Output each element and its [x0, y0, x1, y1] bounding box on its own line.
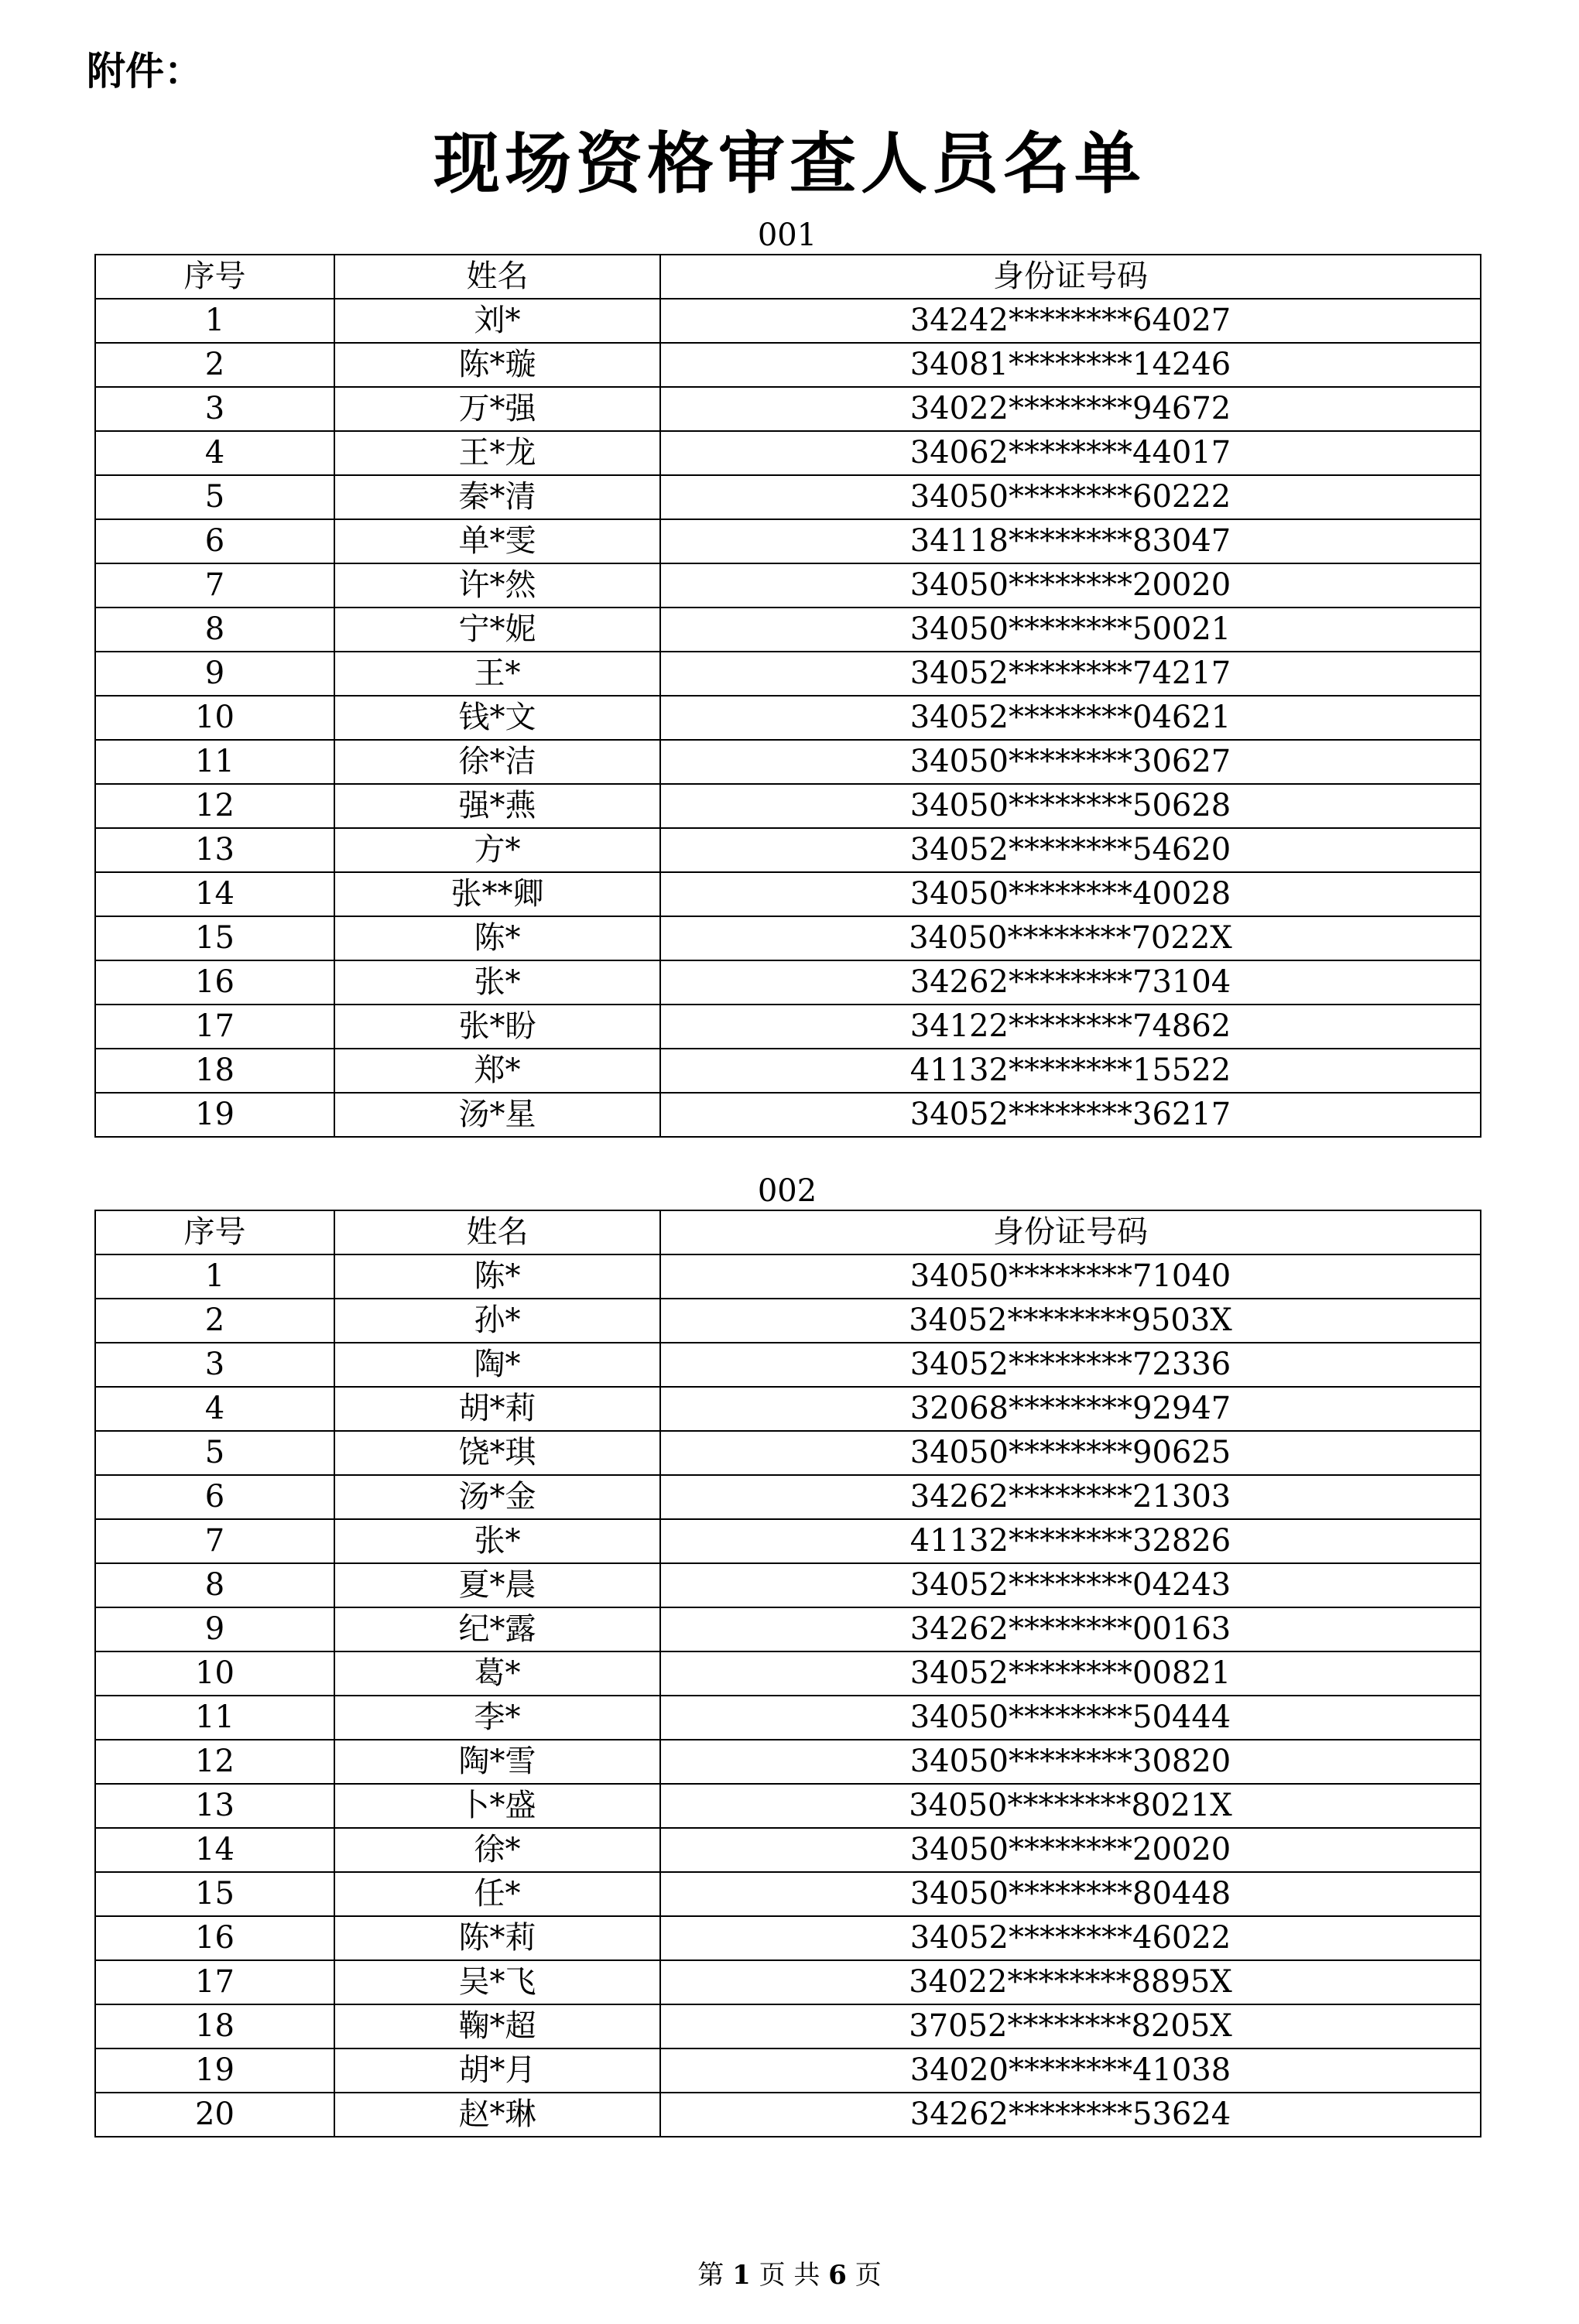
cell-name: 葛* [334, 1651, 660, 1696]
roster-table [94, 254, 1481, 1138]
cell-id-number: 34050********30820 [660, 1740, 1481, 1784]
cell-index: 1 [95, 1254, 334, 1299]
cell-index: 15 [95, 1872, 334, 1916]
cell-index: 2 [95, 1299, 334, 1343]
cell-id-number: 34262********53624 [660, 2093, 1481, 2137]
cell-name: 徐*洁 [334, 740, 660, 784]
table-row [95, 1254, 1481, 1299]
cell-id-number: 41132********15522 [660, 1049, 1481, 1093]
cell-index: 16 [95, 1916, 334, 1960]
cell-index: 15 [95, 916, 334, 960]
footer-suffix: 页 [855, 2260, 882, 2291]
table-row [95, 1005, 1481, 1049]
table-row [95, 1784, 1481, 1828]
footer-total-pages: 6 [828, 2260, 847, 2291]
table-row [95, 1343, 1481, 1387]
table-header-row [95, 255, 1481, 299]
cell-id-number: 34050********90625 [660, 1431, 1481, 1475]
cell-id-number: 34050********50444 [660, 1696, 1481, 1740]
footer-middle: 页 共 [759, 2260, 820, 2291]
cell-id-number: 34052********74217 [660, 652, 1481, 696]
cell-index: 6 [95, 519, 334, 563]
group-label: 001 [757, 217, 817, 253]
cell-id-number: 34242********64027 [660, 299, 1481, 343]
cell-name: 鞠*超 [334, 2004, 660, 2048]
cell-name: 强*燕 [334, 784, 660, 828]
cell-id-number: 37052********8205X [660, 2004, 1481, 2048]
cell-id-number: 34022********94672 [660, 387, 1481, 431]
cell-index: 5 [95, 475, 334, 519]
table-row [95, 784, 1481, 828]
table-row [95, 1475, 1481, 1519]
table-row [95, 1651, 1481, 1696]
roster-table [94, 1210, 1481, 2137]
cell-name: 徐* [334, 1828, 660, 1872]
page-footer [0, 2260, 1579, 2291]
table-row [95, 1387, 1481, 1431]
table-row [95, 299, 1481, 343]
cell-index: 9 [95, 1607, 334, 1651]
attachment-label: 附件： [87, 49, 203, 94]
cell-index: 4 [95, 1387, 334, 1431]
table-row [95, 916, 1481, 960]
cell-name: 李* [334, 1696, 660, 1740]
cell-name: 陈* [334, 916, 660, 960]
cell-id-number: 34122********74862 [660, 1005, 1481, 1049]
table-row [95, 475, 1481, 519]
cell-index: 20 [95, 2093, 334, 2137]
column-header-name: 姓名 [334, 255, 660, 299]
cell-name: 单*雯 [334, 519, 660, 563]
cell-index: 17 [95, 1005, 334, 1049]
cell-index: 3 [95, 387, 334, 431]
table-row [95, 1872, 1481, 1916]
table-row [95, 872, 1481, 916]
cell-id-number: 34050********80448 [660, 1872, 1481, 1916]
cell-name: 秦*清 [334, 475, 660, 519]
cell-id-number: 34050********71040 [660, 1254, 1481, 1299]
document-title: 现场资格审查人员名单 [433, 125, 1146, 203]
cell-id-number: 34050********60222 [660, 475, 1481, 519]
column-header-index: 序号 [95, 255, 334, 299]
cell-id-number: 34052********9503X [660, 1299, 1481, 1343]
cell-index: 10 [95, 1651, 334, 1696]
cell-index: 6 [95, 1475, 334, 1519]
table-row [95, 1049, 1481, 1093]
table-row [95, 2093, 1481, 2137]
cell-id-number: 34050********20020 [660, 563, 1481, 608]
footer-page-number: 1 [732, 2260, 751, 2291]
cell-name: 胡*月 [334, 2048, 660, 2093]
cell-id-number: 34020********41038 [660, 2048, 1481, 2093]
cell-index: 1 [95, 299, 334, 343]
cell-index: 11 [95, 740, 334, 784]
cell-index: 3 [95, 1343, 334, 1387]
cell-name: 夏*晨 [334, 1563, 660, 1607]
table-row [95, 2048, 1481, 2093]
cell-index: 7 [95, 1519, 334, 1563]
cell-id-number: 34050********7022X [660, 916, 1481, 960]
cell-id-number: 34052********04621 [660, 696, 1481, 740]
table-row [95, 1093, 1481, 1137]
cell-index: 8 [95, 1563, 334, 1607]
cell-id-number: 34052********04243 [660, 1563, 1481, 1607]
cell-index: 14 [95, 1828, 334, 1872]
table-header-row [95, 1210, 1481, 1254]
table-row [95, 652, 1481, 696]
cell-index: 7 [95, 563, 334, 608]
table-row [95, 1299, 1481, 1343]
cell-name: 赵*琳 [334, 2093, 660, 2137]
column-header-id-number: 身份证号码 [660, 255, 1481, 299]
cell-name: 任* [334, 1872, 660, 1916]
cell-id-number: 34050********30627 [660, 740, 1481, 784]
cell-id-number: 34262********21303 [660, 1475, 1481, 1519]
group-label: 002 [757, 1173, 817, 1209]
table-row [95, 387, 1481, 431]
cell-id-number: 34052********46022 [660, 1916, 1481, 1960]
cell-index: 4 [95, 431, 334, 475]
cell-index: 19 [95, 2048, 334, 2093]
cell-id-number: 41132********32826 [660, 1519, 1481, 1563]
cell-id-number: 34062********44017 [660, 431, 1481, 475]
cell-id-number: 34052********00821 [660, 1651, 1481, 1696]
cell-name: 陶*雪 [334, 1740, 660, 1784]
column-header-index: 序号 [95, 1210, 334, 1254]
cell-id-number: 34052********36217 [660, 1093, 1481, 1137]
table-row [95, 1431, 1481, 1475]
table-row [95, 563, 1481, 608]
cell-name: 纪*露 [334, 1607, 660, 1651]
cell-name: 张*盼 [334, 1005, 660, 1049]
cell-name: 吴*飞 [334, 1960, 660, 2004]
cell-id-number: 32068********92947 [660, 1387, 1481, 1431]
cell-index: 13 [95, 828, 334, 872]
cell-name: 方* [334, 828, 660, 872]
cell-name: 钱*文 [334, 696, 660, 740]
cell-index: 5 [95, 1431, 334, 1475]
cell-index: 17 [95, 1960, 334, 2004]
table-row [95, 2004, 1481, 2048]
cell-name: 宁*妮 [334, 608, 660, 652]
cell-name: 万*强 [334, 387, 660, 431]
cell-index: 19 [95, 1093, 334, 1137]
table-row [95, 828, 1481, 872]
cell-index: 14 [95, 872, 334, 916]
cell-name: 陈* [334, 1254, 660, 1299]
cell-id-number: 34052********72336 [660, 1343, 1481, 1387]
cell-name: 汤*星 [334, 1093, 660, 1137]
table-row [95, 1607, 1481, 1651]
cell-id-number: 34052********54620 [660, 828, 1481, 872]
table-row [95, 1828, 1481, 1872]
cell-index: 18 [95, 1049, 334, 1093]
cell-id-number: 34050********50021 [660, 608, 1481, 652]
cell-id-number: 34118********83047 [660, 519, 1481, 563]
cell-id-number: 34262********73104 [660, 960, 1481, 1005]
cell-name: 张* [334, 1519, 660, 1563]
cell-id-number: 34050********50628 [660, 784, 1481, 828]
table-row [95, 608, 1481, 652]
cell-name: 郑* [334, 1049, 660, 1093]
cell-name: 陶* [334, 1343, 660, 1387]
table-row [95, 740, 1481, 784]
cell-id-number: 34262********00163 [660, 1607, 1481, 1651]
cell-index: 8 [95, 608, 334, 652]
cell-name: 张* [334, 960, 660, 1005]
cell-name: 王*龙 [334, 431, 660, 475]
table-row [95, 1916, 1481, 1960]
cell-name: 陈*璇 [334, 343, 660, 387]
cell-index: 18 [95, 2004, 334, 2048]
cell-name: 张**卿 [334, 872, 660, 916]
cell-index: 16 [95, 960, 334, 1005]
table-row [95, 519, 1481, 563]
table-row [95, 431, 1481, 475]
cell-name: 王* [334, 652, 660, 696]
cell-index: 9 [95, 652, 334, 696]
cell-name: 孙* [334, 1299, 660, 1343]
cell-index: 12 [95, 1740, 334, 1784]
cell-index: 11 [95, 1696, 334, 1740]
table-row [95, 696, 1481, 740]
cell-index: 13 [95, 1784, 334, 1828]
table-row [95, 1563, 1481, 1607]
cell-id-number: 34022********8895X [660, 1960, 1481, 2004]
footer-prefix: 第 [697, 2260, 724, 2291]
table-row [95, 1696, 1481, 1740]
column-header-name: 姓名 [334, 1210, 660, 1254]
cell-id-number: 34050********20020 [660, 1828, 1481, 1872]
cell-id-number: 34050********40028 [660, 872, 1481, 916]
cell-index: 2 [95, 343, 334, 387]
cell-index: 10 [95, 696, 334, 740]
table-row [95, 960, 1481, 1005]
cell-name: 陈*莉 [334, 1916, 660, 1960]
column-header-id-number: 身份证号码 [660, 1210, 1481, 1254]
cell-name: 饶*琪 [334, 1431, 660, 1475]
table-row [95, 343, 1481, 387]
table-row [95, 1519, 1481, 1563]
table-row [95, 1740, 1481, 1784]
cell-name: 汤*金 [334, 1475, 660, 1519]
cell-name: 卜*盛 [334, 1784, 660, 1828]
cell-name: 胡*莉 [334, 1387, 660, 1431]
cell-id-number: 34050********8021X [660, 1784, 1481, 1828]
cell-name: 刘* [334, 299, 660, 343]
table-row [95, 1960, 1481, 2004]
cell-index: 12 [95, 784, 334, 828]
cell-id-number: 34081********14246 [660, 343, 1481, 387]
cell-name: 许*然 [334, 563, 660, 608]
